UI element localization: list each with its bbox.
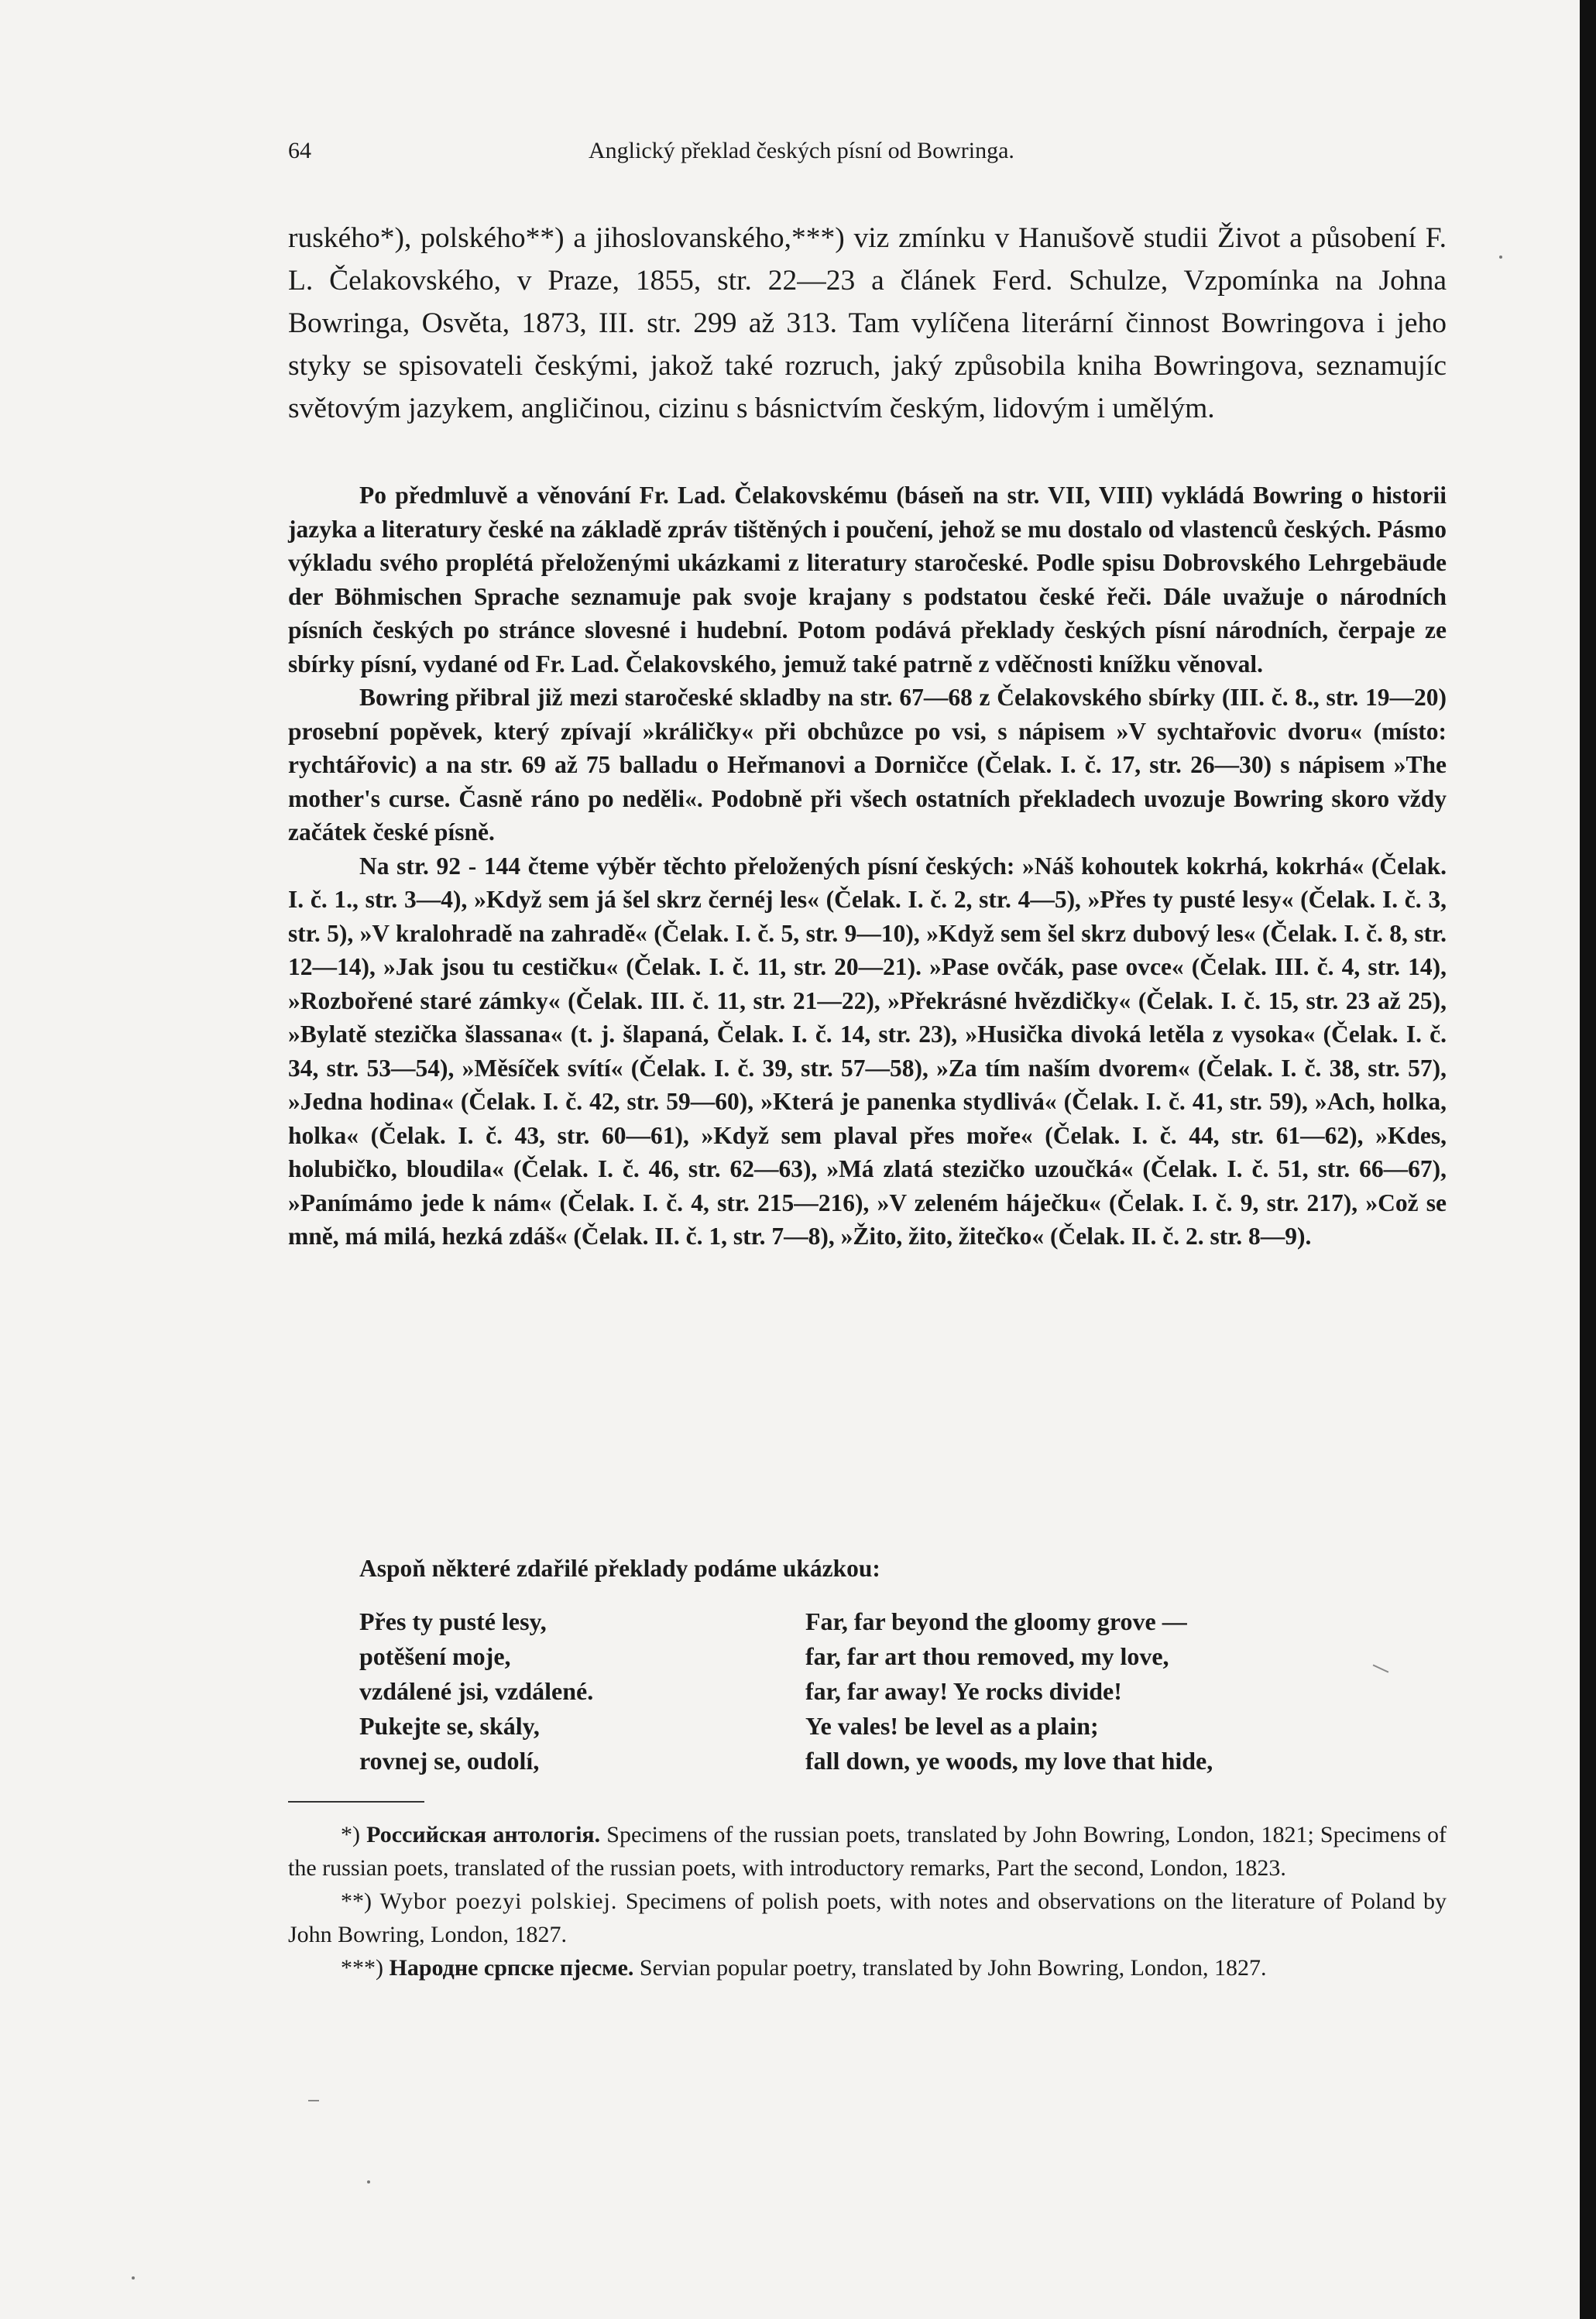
footnote-text: Servian popular poetry, translated by John Bowring, London, 1827. [639, 1955, 1267, 1981]
body-section [288, 479, 1447, 1254]
poem-english [805, 1604, 1213, 1779]
paragraph-preface: Po předmluvě a věnování Fr. Lad. Čelakovskému (báseň na str. VII, VIII) vykládá Bowring o historii jazyka a literatury české na základě zpráv tištěných i poučení, jehož se mu dostalo od vlastenců českých. Pásmo výkladu svého proplétá přeloženými ukázkami z literatury staročeské. Podle spisu Dobrovského Lehrgebäude der Böhmischen Sprache seznamuje pak svoje krajany s podstatou české řeči. Dále uvažuje o národních písních českých po stránce slovesné i hudební. Potom podává překlady českých písní národních, čerpaje ze sbírky písní, vydané od Fr. Lad. Čelakovského, jemuž také patrně z vděčnosti knížku věnoval. [288, 482, 1447, 678]
footnote-text: Specimens of the russian poets, translated by John Bowring, London, 1821; Specimens of the russian poets, translated of the russian poets, with introductory remarks, Part the second, London, 1823. [288, 1822, 1447, 1881]
scan-mark [308, 2100, 319, 2101]
paragraph-song-list: Na str. 92 - 144 čteme výběr těchto přeložených písní českých: »Náš kohoutek kokrhá, kokrhá« (Čelak. I. č. 1., str. 3—4), »Když sem já šel skrz černéj les« (Čelak. I. č. 2, str. 4—5), »Přes ty pusté lesy« (Čelak. I. č. 3, str. 5), »V kralohradě na zahradě« (Čelak. I. č. 5, str. 9—10), »Když sem šel skrz dubový les« (Čelak. I. č. 8, str. 12—14), »Jak jsou tu cestičku« (Čelak. I. č. 11, str. 20—21). »Pase ovčák, pase ovce« (Čelak. III. č. 4, str. 14), »Rozbořené staré zámky« (Čelak. III. č. 11, str. 21—22), »Překrásné hvězdičky« (Čelak. I. č. 15, str. 23 až 25), »Bylatě stezička šlassana« (t. j. šlapaná, Čelak. I. č. 14, str. 23), »Husička divoká letěla z vysoka« (Čelak. I. č. 34, str. 53—54), »Měsíček svítí« (Čelak. I. č. 39, str. 57—58), »Za tím naším dvorem« (Čelak. I. č. 38, str. 57), »Jedna hodina« (Čelak. I. č. 42, str. 59—60), »Která je panenka stydlivá« (Čelak. I. č. 41, str. 59), »Ach, holka, holka« (Čelak. I. č. 43, str. 60—61), »Když sem plaval přes moře« (Čelak. I. č. 44, str. 61—62), »Kdes, holubičko, bloudila« (Čelak. I. č. 46, str. 62—63), »Má zlatá stezičko uzoučká« (Čelak. I. č. 51, str. 66—67), »Panímámo jede k nám« (Čelak. I. č. 4, str. 215—216), »V zeleném háječku« (Čelak. I. č. 9, str. 217), »Což se mně, má milá, hezká zdáš« (Čelak. II. č. 1, str. 7—8), »Žito, žito, žitečko« (Čelak. II. č. 2. str. 8—9). [288, 852, 1447, 1250]
scan-speck [132, 2276, 135, 2280]
footnote-title: Wybor poezyi polskiej. [379, 1888, 618, 1914]
footnote-mark: ***) [341, 1955, 383, 1981]
poem-line: fall down, ye woods, my love that hide, [805, 1747, 1213, 1775]
scan-mark [1373, 1664, 1389, 1672]
poem-line: far, far away! Ye rocks divide! [805, 1677, 1122, 1705]
footnote-title: Российская антологія. [366, 1822, 601, 1847]
poem-line: Ye vales! be level as a plain; [805, 1712, 1099, 1740]
footnote-text: Specimens of polish poets, with notes and observations on the literature of Poland by John Bowring, London, 1827. [288, 1888, 1447, 1947]
poem-line: rovnej se, oudolí, [359, 1747, 540, 1775]
poem-line: Pukejte se, skály, [359, 1712, 540, 1740]
poem-line: far, far art thou removed, my love, [805, 1642, 1169, 1670]
main-paragraph: ruského*), polského**) a jihoslovanského,***) viz zmínku v Hanušově studii Život a působení F. L. Čelakovského, v Praze, 1855, str. 22—23 a článek Ferd. Schulze, Vzpomínka na Johna Bowringa, Osvěta, 1873, III. str. 299 až 313. Tam vylíčena literární činnost Bowringova i jeho styky se spisovateli českými, jakož také rozruch, jaký způsobila kniha Bowringova, seznamujíc světovým jazykem, angličinou, cizinu s básnictvím českým, lidovým i umělým. [288, 222, 1447, 424]
poem-line: Far, far beyond the gloomy grove — [805, 1607, 1187, 1635]
footnote-2 [288, 1885, 1447, 1951]
footnote-title: Народне српске пјесме. [389, 1955, 634, 1981]
footnote-mark: *) [341, 1822, 360, 1847]
examples-intro: Aspoň některé zdařilé překlady podáme ukázkou: [359, 1555, 880, 1582]
paragraph-oldczech: Bowring přibral již mezi staročeské skladby na str. 67—68 z Čelakovského sbírky (III. č. 8., str. 19—20) prosební popěvek, který zpívají »králičky« při obchůzce po vsi, s nápisem »V sychtařovic dvoru« (místo: rychtářovic) a na str. 69 až 75 balladu o Heřmanovi a Dorničce (Čelak. I. č. 17, str. 26—30) s nápisem »The mother's curse. Časně ráno po neděli«. Podobně při všech ostatních překladech uvozuje Bowring skoro vždy začátek české písně. [288, 684, 1447, 846]
footnote-mark: **) [341, 1888, 372, 1914]
poem-czech [359, 1604, 593, 1779]
running-title: Anglický překlad českých písní od Bowringa. [589, 138, 1014, 163]
scan-speck [367, 2180, 370, 2183]
page-header [288, 138, 1447, 169]
footnote-3 [288, 1951, 1447, 1985]
footnote-1 [288, 1818, 1447, 1885]
poem-line: Přes ty pusté lesy, [359, 1607, 547, 1635]
footnote-divider [288, 1801, 424, 1803]
scan-speck [1499, 256, 1502, 259]
page-number: 64 [288, 138, 311, 163]
poem-line: potěšení moje, [359, 1642, 511, 1670]
poem-line: vzdálené jsi, vzdálené. [359, 1677, 594, 1705]
footnotes [288, 1818, 1447, 1985]
